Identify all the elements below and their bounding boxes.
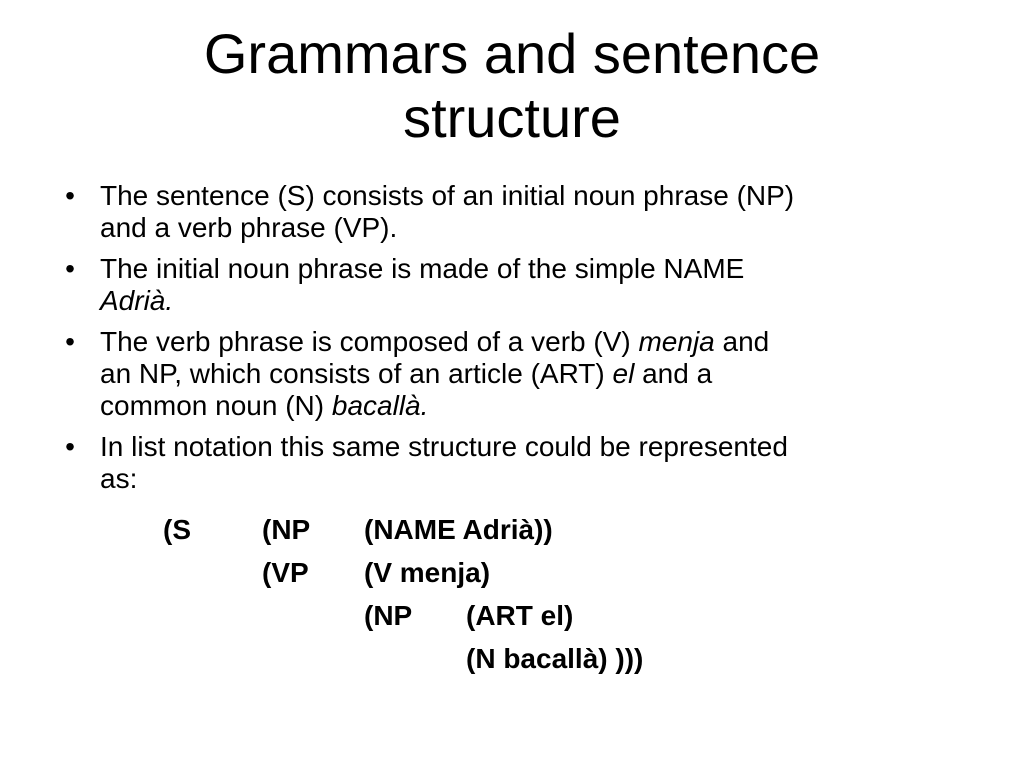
slide-title-line-2: structure [403,86,621,149]
bullet-item [60,431,970,495]
bullet-text-line: In list notation this same structure could be represented [100,431,788,462]
bullet-text-line: and a verb phrase (VP). [100,212,398,243]
slide-title-line-1: Grammars and sentence [203,22,821,85]
bullet-text-segment: an NP, which consists of an article (ART) [100,358,613,389]
notation-token: (S [163,514,191,545]
notation-token: (ART el) [466,600,574,631]
notation-token: (NAME Adrià)) [364,514,553,545]
bullet-text-segment: common noun (N) [100,390,332,421]
notation-token: (V menja) [364,557,491,588]
bullet-item [60,326,970,422]
bullet-list [60,180,970,504]
italic-term: bacallà. [331,390,429,421]
bullet-text-line: The sentence (S) consists of an initial noun phrase (NP) [100,180,795,211]
bullet-item [60,180,970,244]
bullet-text-line [100,285,970,317]
italic-term: Adrià. [100,285,174,316]
italic-term: el [612,358,635,389]
bullet-dot-icon: • [65,180,75,211]
notation-token: (NP [364,600,413,631]
notation-token: (N bacallà) ))) [466,643,644,674]
bullet-dot-icon: • [65,253,75,284]
bullet-text-segment: and [714,326,770,357]
bullet-text-line [100,326,970,358]
bullet-item [60,253,970,317]
notation-token: (NP [262,514,311,545]
bullet-text-segment: The verb phrase is composed of a verb (V) [100,326,639,357]
italic-term: menja [638,326,715,357]
bullet-text-line: The initial noun phrase is made of the simple NAME [100,253,745,284]
bullet-text-segment: and a [634,358,713,389]
slide-title [60,22,964,150]
bullet-text-line [100,358,970,390]
notation-token: (VP [262,557,309,588]
bullet-dot-icon: • [65,326,75,357]
bullet-dot-icon: • [65,431,75,462]
bullet-text-line [100,390,970,422]
bullet-text-line: as: [100,463,138,494]
